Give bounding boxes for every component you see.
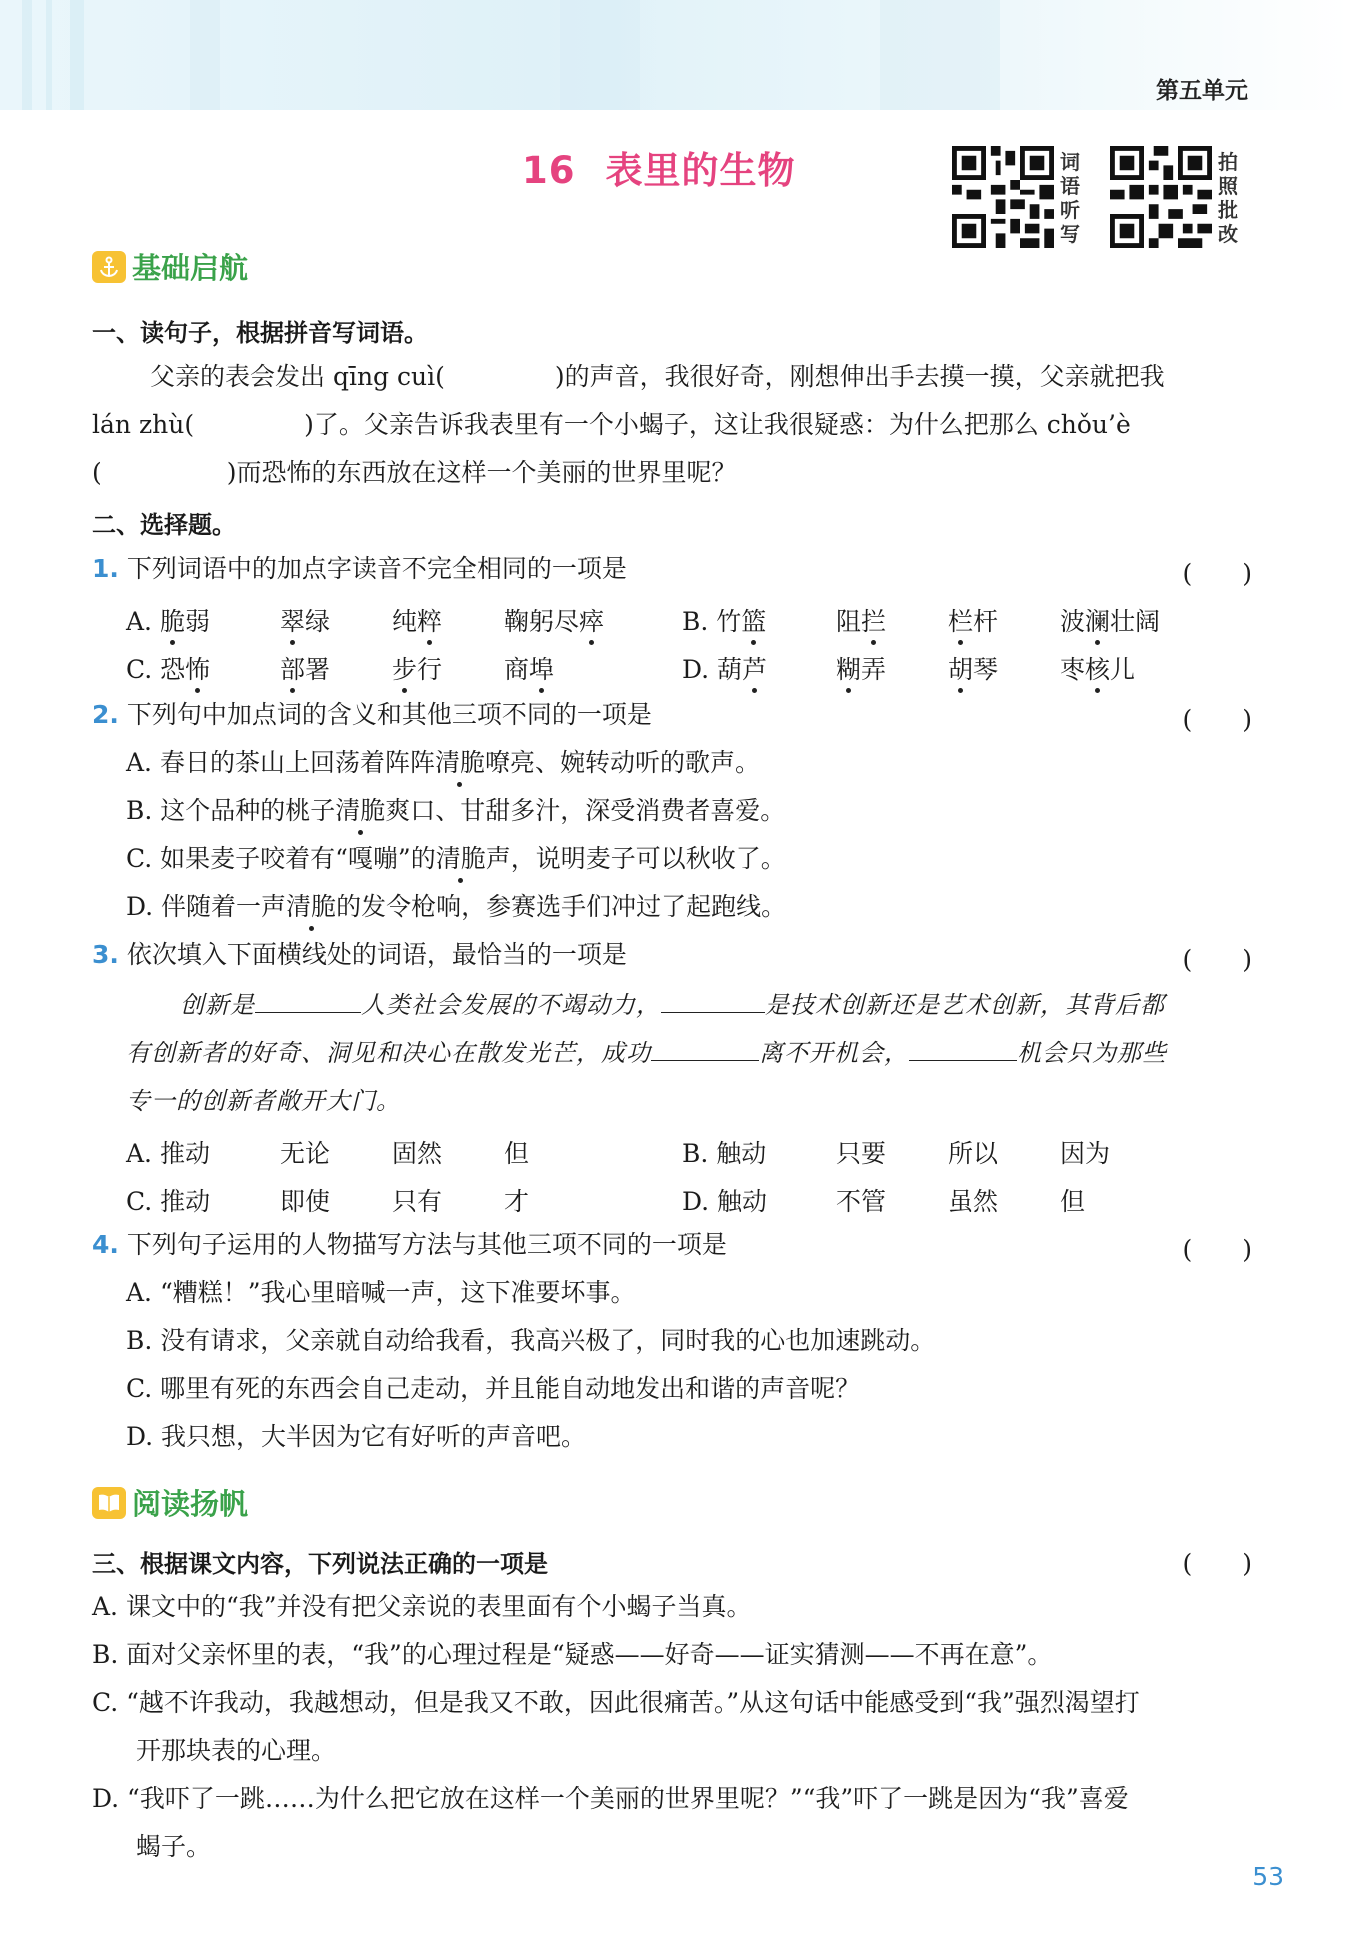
lesson-title [522, 140, 796, 194]
q2-item1-option-a[interactable]: A. 脆弱 [126, 602, 210, 638]
qr-label-photo-grading: 拍照批改 [1218, 150, 1238, 246]
q2-heading: 二、选择题。 [92, 511, 236, 539]
q3-option-c-cont: 开那块表的心理。 [136, 1736, 337, 1765]
anchor-icon [92, 251, 126, 283]
section-reading-title: 阅读扬帆 [132, 1487, 249, 1521]
q3-option-d[interactable]: D. “我吓了一跳……为什么把它放在这样一个美丽的世界里呢？”“我”吓了一跳是因为“我”喜爱 [92, 1784, 1129, 1813]
q2-item2-option-a[interactable]: A. 春日的茶山上回荡着阵阵清脆嘹亮、婉转动听的歌声。 [126, 746, 760, 780]
q1-line-1: 父亲的表会发出 qīng cuì( )的声音，我很好奇，刚想伸出手去摸一摸，父亲就把我 [150, 362, 1165, 391]
unit-label: 第五单元 [1156, 78, 1248, 104]
q2-item2-option-c[interactable]: C. 如果麦子咬着有“嘎嘣”的清脆声，说明麦子可以秋收了。 [126, 842, 786, 876]
qr-code-photo-grading[interactable] [1110, 146, 1212, 248]
answer-bracket[interactable]: ( ) [1182, 1549, 1252, 1578]
lesson-name: 表里的生物 [605, 149, 796, 192]
lesson-number: 16 [522, 149, 576, 192]
q3-option-c[interactable]: C. “越不许我动，我越想动，但是我又不敢，因此很痛苦。”从这句话中能感受到“我”强烈渴望打 [92, 1688, 1140, 1717]
qr-label-dictation: 词语听写 [1060, 150, 1080, 246]
q3-option-b[interactable]: B. 面对父亲怀里的表，“我”的心理过程是“疑惑——好奇——证实猜测——不再在意”。 [92, 1640, 1053, 1669]
q2-item4-option-b[interactable]: B. 没有请求，父亲就自动给我看，我高兴极了，同时我的心也加速跳动。 [126, 1326, 936, 1355]
answer-bracket[interactable]: ( ) [1182, 705, 1252, 734]
section-basic [92, 246, 248, 287]
q3-option-a[interactable]: A. 课文中的“我”并没有把父亲说的表里面有个小蝎子当真。 [92, 1592, 752, 1621]
q2-item3-option-c[interactable]: C. 推动 [126, 1187, 211, 1216]
q2-item1-option-b[interactable]: B. 竹篮 [682, 602, 766, 638]
q2-item1-stem: 1. 下列词语中的加点字读音不完全相同的一项是 [92, 554, 627, 583]
q2-item4-option-c[interactable]: C. 哪里有死的东西会自己走动，并且能自动地发出和谐的声音呢？ [126, 1374, 861, 1403]
section-reading [92, 1482, 248, 1523]
q2-item4-option-a[interactable]: A. “糟糕！”我心里暗喊一声，这下准要坏事。 [126, 1278, 636, 1307]
q2-item3-passage-3: 专一的创新者敞开大门。 [126, 1087, 401, 1115]
q2-item2-option-d[interactable]: D. 伴随着一声清脆的发令枪响，参赛选手们冲过了起跑线。 [126, 890, 786, 924]
page-number: 53 [1252, 1862, 1284, 1891]
q2-item3-option-d[interactable]: D. 触动 [682, 1187, 768, 1216]
q1-heading: 一、读句子，根据拼音写词语。 [92, 319, 428, 347]
q1-line-3: ( )而恐怖的东西放在这样一个美丽的世界里呢？ [92, 458, 737, 487]
top-banner [0, 0, 1350, 110]
q2-item4-option-d[interactable]: D. 我只想，大半因为它有好听的声音吧。 [126, 1422, 587, 1451]
answer-bracket[interactable]: ( ) [1182, 1235, 1252, 1264]
q3-heading: 三、根据课文内容，下列说法正确的一项是 [92, 1550, 548, 1578]
q1-line-2: lán zhù( )了。父亲告诉我表里有一个小蝎子，这让我很疑惑：为什么把那么 chǒu’è [92, 410, 1131, 439]
q2-item2-stem: 2. 下列句中加点词的含义和其他三项不同的一项是 [92, 700, 652, 729]
section-basic-title: 基础启航 [132, 251, 249, 285]
answer-bracket[interactable]: ( ) [1182, 945, 1252, 974]
q2-item1-option-c[interactable]: C. 恐怖 [126, 650, 210, 686]
q3-option-d-cont: 蝎子。 [136, 1832, 212, 1861]
book-icon [92, 1487, 126, 1519]
q2-item1-option-d[interactable]: D. 葫芦 [682, 650, 767, 686]
q2-item3-stem: 3. 依次填入下面横线处的词语，最恰当的一项是 [92, 940, 627, 969]
q2-item2-option-b[interactable]: B. 这个品种的桃子清脆爽口、甘甜多汁，深受消费者喜爱。 [126, 794, 785, 828]
qr-code-dictation[interactable] [952, 146, 1054, 248]
q2-item3-option-a[interactable]: A. 推动 [126, 1139, 210, 1168]
answer-bracket[interactable]: ( ) [1182, 559, 1252, 588]
q2-item3-passage-2: 有创新者的好奇、洞见和决心在散发光芒，成功 离不开机会， 机会只为那些 [126, 1036, 1167, 1070]
q2-item3-passage-1: 创新是 人类社会发展的不竭动力， 是技术创新还是艺术创新，其背后都 [180, 988, 1165, 1022]
q2-item3-option-b[interactable]: B. 触动 [682, 1139, 767, 1168]
q2-item4-stem: 4. 下列句子运用的人物描写方法与其他三项不同的一项是 [92, 1230, 727, 1259]
